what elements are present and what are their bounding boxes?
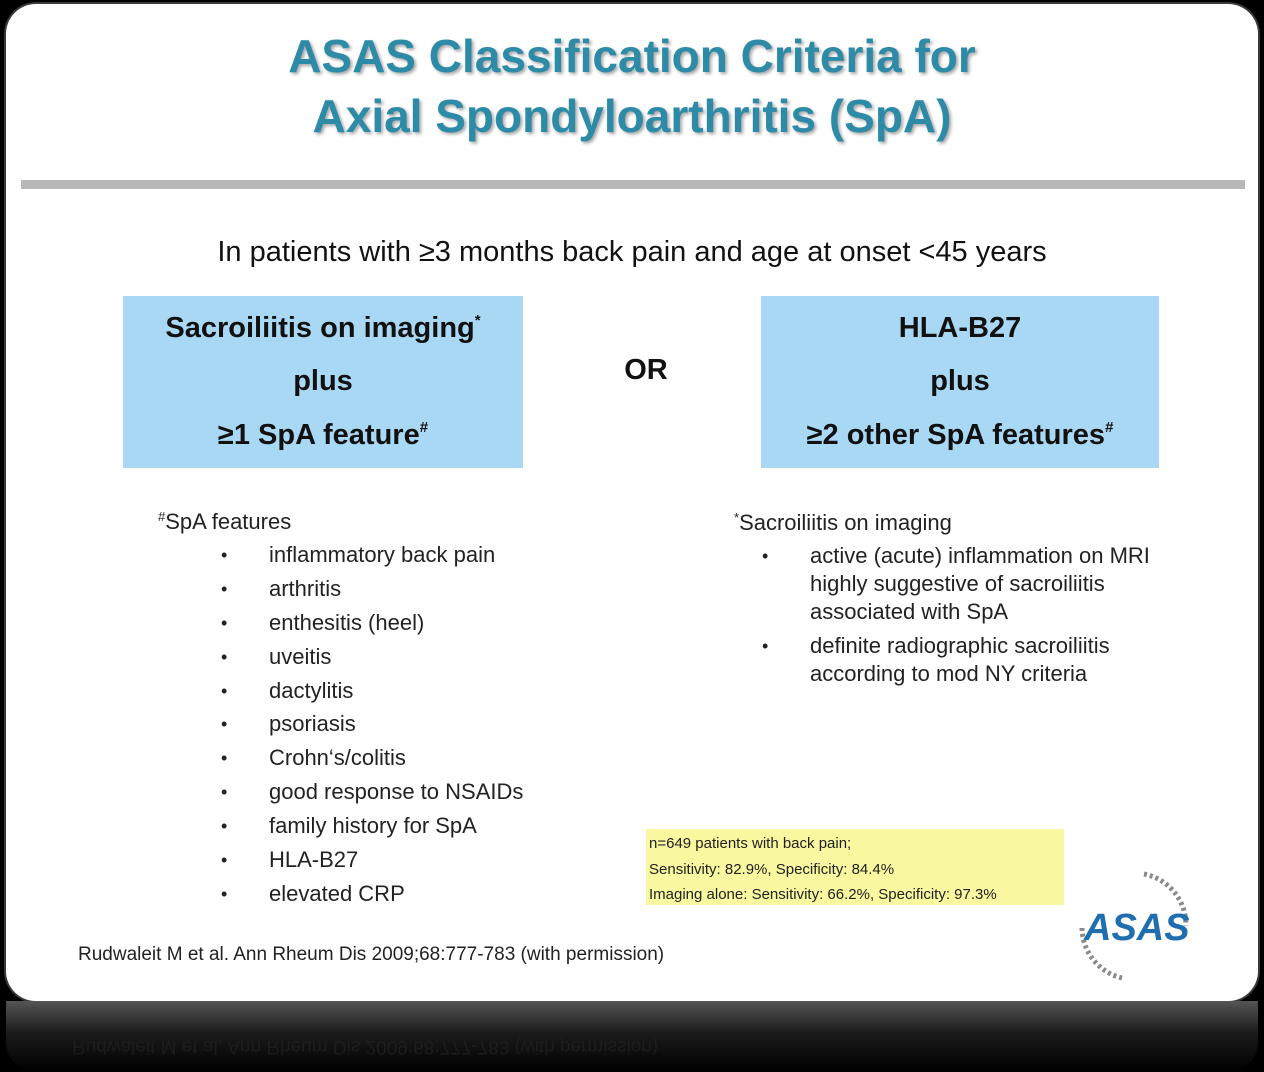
imaging-arm-line-2: plus — [293, 365, 353, 398]
list-item: • elevated CRP — [221, 877, 523, 911]
imaging-list — [762, 542, 1202, 694]
slide-title — [6, 26, 1258, 146]
or-label: OR — [624, 354, 668, 386]
title-line-2: Axial Spondyloarthritis (SpA) — [312, 90, 952, 142]
reflected-citation: Rudwaleit M et al. Ann Rheum Dis 2009;68:777-783 (with permission) — [72, 1036, 659, 1057]
clinical-arm-line-3: ≥2 other SpA features# — [806, 418, 1114, 451]
logo-text: ASAS — [1084, 907, 1190, 949]
slide — [6, 4, 1258, 1001]
title-divider — [21, 180, 1245, 189]
clinical-arm-line-1: HLA-B27 — [898, 312, 1022, 345]
list-item: • inflammatory back pain — [221, 538, 523, 572]
clinical-arm-line-2: plus — [930, 365, 990, 398]
imaging-heading: *Sacroiliitis on imaging — [734, 510, 952, 535]
slide-reflection — [6, 1001, 1258, 1072]
list-item: • enthesitis (heel) — [221, 606, 523, 640]
imaging-arm-box — [123, 296, 523, 468]
imaging-arm-line-1: Sacroiliitis on imaging* — [165, 312, 481, 345]
list-item: • Crohn‘s/colitis — [221, 741, 523, 775]
list-item: • psoriasis — [221, 707, 523, 741]
list-item: • good response to NSAIDs — [221, 775, 523, 809]
stats-line-3: Imaging alone: Sensitivity: 66.2%, Specificity: 97.3% — [649, 886, 997, 903]
asterisk-mark: * — [474, 312, 481, 330]
list-item: • arthritis — [221, 572, 523, 606]
hash-mark: # — [419, 418, 429, 436]
hash-mark: # — [1105, 418, 1114, 436]
list-item: • active (acute) inflammation on MRI highly suggestive of sacroiliitis associated with SpA — [762, 542, 1202, 626]
spa-features-heading: #SpA features — [158, 509, 292, 534]
list-item: • uveitis — [221, 640, 523, 674]
inclusion-criteria: In patients with ≥3 months back pain and age at onset <45 years — [217, 236, 1047, 268]
stats-line-2: Sensitivity: 82.9%, Specificity: 84.4% — [649, 860, 895, 878]
list-item: • definite radiographic sacroiliitis according to mod NY criteria — [762, 632, 1202, 688]
clinical-arm-box — [761, 296, 1159, 468]
list-item: • family history for SpA — [221, 809, 523, 843]
citation: Rudwaleit M et al. Ann Rheum Dis 2009;68:777-783 (with permission) — [78, 944, 665, 965]
title-line-1: ASAS Classification Criteria for — [288, 30, 976, 82]
stats-line-1: n=649 patients with back pain; — [649, 835, 852, 852]
list-item: • HLA-B27 — [221, 843, 523, 877]
list-item: • dactylitis — [221, 674, 523, 708]
asas-logo — [1074, 866, 1194, 986]
stats-box — [646, 829, 1064, 905]
spa-features-list — [221, 538, 523, 911]
imaging-arm-line-3: ≥1 SpA feature# — [217, 418, 429, 451]
